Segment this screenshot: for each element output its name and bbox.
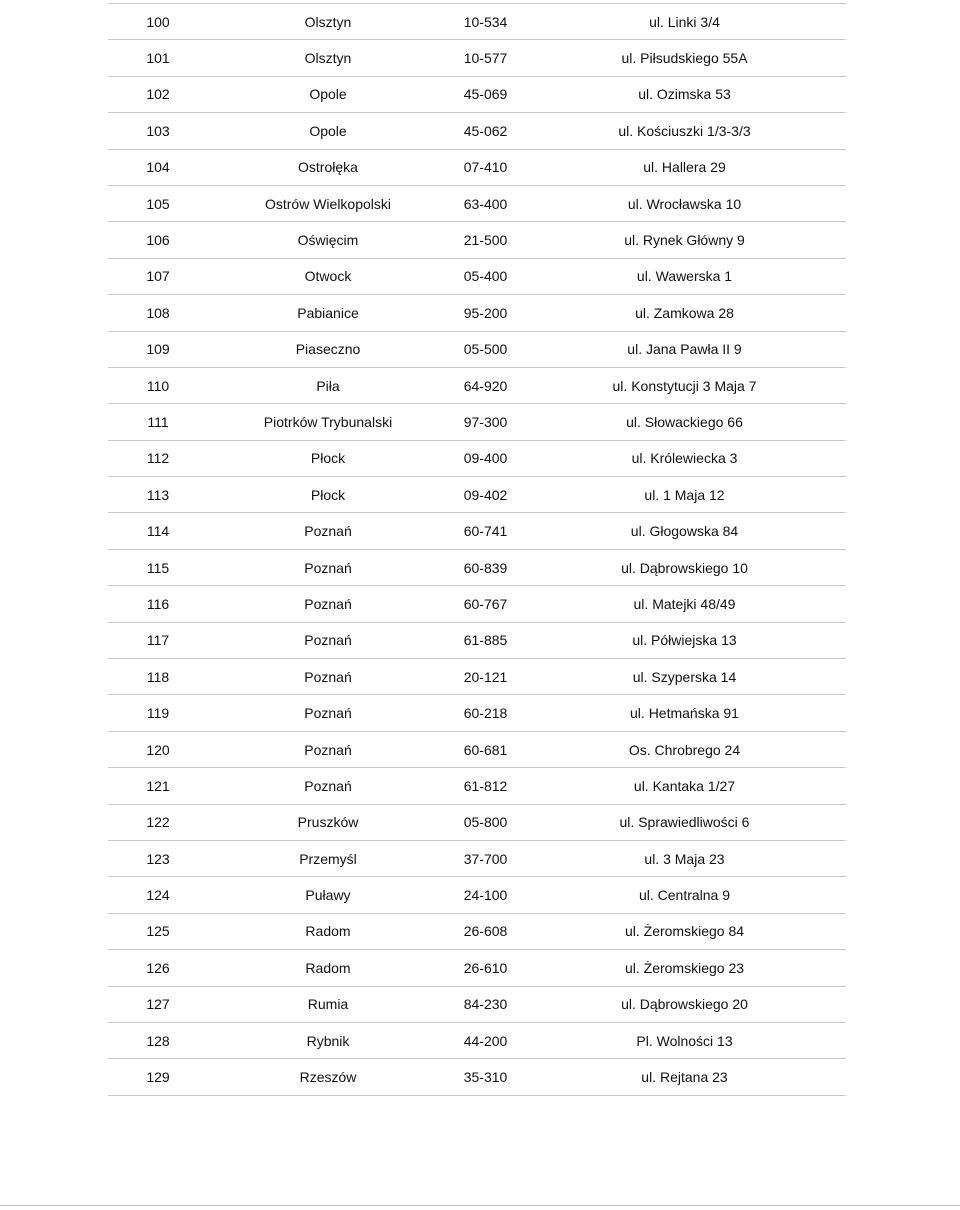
postal-code-cell: 07-410: [463, 159, 508, 176]
address-cell: ul. Sprawiedliwości 6: [619, 814, 750, 831]
row-number: 126: [146, 959, 170, 976]
row-number: 107: [146, 268, 170, 285]
table-row: [108, 477, 846, 513]
row-number: 127: [146, 996, 170, 1013]
table-row: [108, 623, 846, 659]
city-cell: Płock: [310, 450, 346, 467]
postal-code-cell: 97-300: [463, 413, 508, 430]
row-number: 120: [146, 741, 170, 758]
postal-code-cell: 84-230: [463, 996, 508, 1013]
row-number: 114: [146, 523, 170, 540]
city-cell: Piła: [316, 377, 340, 394]
row-number: 125: [146, 923, 170, 940]
address-cell: ul. Wawerska 1: [636, 268, 733, 285]
city-cell: Płock: [310, 486, 346, 503]
address-cell: ul. Żeromskiego 84: [624, 923, 745, 940]
row-number: 103: [146, 122, 170, 139]
table-row: [108, 113, 846, 149]
table-row: [108, 295, 846, 331]
table-row: [108, 150, 846, 186]
address-cell: ul. Wrocławska 10: [627, 195, 742, 212]
postal-code-cell: 09-400: [463, 450, 508, 467]
table-row: [108, 950, 846, 986]
row-number: 108: [146, 304, 170, 321]
city-cell: Piaseczno: [295, 341, 361, 358]
city-cell: Poznań: [304, 668, 352, 685]
table-row: [108, 659, 846, 695]
postal-code-cell: 60-839: [463, 559, 508, 576]
postal-code-cell: 37-700: [463, 850, 508, 867]
postal-code-cell: 60-218: [463, 705, 508, 722]
postal-code-cell: 61-885: [463, 632, 508, 649]
row-number: 119: [146, 705, 170, 722]
city-cell: Rzeszów: [299, 1069, 357, 1086]
address-cell: ul. Kościuszki 1/3-3/3: [618, 122, 751, 139]
row-number: 101: [146, 50, 170, 67]
row-number: 123: [146, 850, 170, 867]
postal-code-cell: 05-400: [463, 268, 508, 285]
row-number: 128: [146, 1032, 170, 1049]
table-row: [108, 586, 846, 622]
postal-code-cell: 64-920: [463, 377, 508, 394]
city-cell: Rumia: [307, 996, 349, 1013]
table-row: [108, 259, 846, 295]
city-cell: Olsztyn: [304, 50, 352, 67]
city-cell: Poznań: [304, 741, 352, 758]
row-number: 121: [146, 777, 170, 794]
postal-code-cell: 20-121: [463, 668, 508, 685]
table-row: [108, 332, 846, 368]
table-row: [108, 805, 846, 841]
postal-code-cell: 35-310: [463, 1069, 508, 1086]
table-row: [108, 1059, 846, 1095]
address-cell: ul. Rynek Główny 9: [624, 232, 745, 249]
postal-code-cell: 60-767: [463, 595, 508, 612]
address-cell: ul. Dąbrowskiego 10: [621, 559, 748, 576]
city-cell: Poznań: [304, 595, 352, 612]
city-cell: Opole: [309, 86, 347, 103]
postal-code-cell: 05-500: [463, 341, 508, 358]
postal-code-cell: 60-681: [463, 741, 508, 758]
postal-code-cell: 95-200: [463, 304, 508, 321]
row-number: 113: [146, 486, 170, 503]
address-cell: ul. Królewiecka 3: [631, 450, 738, 467]
row-number: 100: [146, 13, 170, 30]
postal-code-cell: 21-500: [463, 232, 508, 249]
city-cell: Radom: [305, 923, 351, 940]
postal-code-cell: 45-069: [463, 86, 508, 103]
city-cell: Puławy: [305, 887, 351, 904]
address-cell: Os. Chrobrego 24: [628, 741, 741, 758]
row-number: 129: [146, 1069, 170, 1086]
table-row: [108, 513, 846, 549]
city-cell: Pabianice: [297, 304, 359, 321]
table-row: [108, 732, 846, 768]
row-number: 106: [146, 232, 170, 249]
postal-code-cell: 05-800: [463, 814, 508, 831]
table-row: [108, 550, 846, 586]
table-row: [108, 768, 846, 804]
row-number: 118: [146, 668, 170, 685]
address-cell: ul. Rejtana 23: [641, 1069, 728, 1086]
row-number: 112: [146, 450, 170, 467]
address-cell: ul. Hetmańska 91: [630, 705, 739, 722]
row-number: 104: [146, 159, 170, 176]
city-cell: Poznań: [304, 632, 352, 649]
postal-code-cell: 61-812: [463, 777, 508, 794]
table-row: [108, 1023, 846, 1059]
row-number: 105: [146, 195, 170, 212]
city-cell: Ostrołęka: [298, 159, 358, 176]
table-row: [108, 40, 846, 76]
city-cell: Poznań: [304, 523, 352, 540]
city-cell: Poznań: [304, 777, 352, 794]
row-number: 110: [146, 377, 170, 394]
city-cell: Ostrów Wielkopolski: [264, 195, 392, 212]
table-row: [108, 368, 846, 404]
address-cell: ul. Linki 3/4: [649, 13, 720, 30]
city-cell: Opole: [309, 122, 347, 139]
city-cell: Pruszków: [297, 814, 359, 831]
postal-code-cell: 24-100: [463, 887, 508, 904]
postal-code-cell: 60-741: [463, 523, 508, 540]
postal-code-cell: 09-402: [463, 486, 508, 503]
row-number: 117: [146, 632, 170, 649]
postal-code-cell: 45-062: [463, 122, 508, 139]
row-number: 116: [146, 595, 170, 612]
city-cell: Przemyśl: [299, 850, 357, 867]
address-cell: ul. Szyperska 14: [632, 668, 737, 685]
city-cell: Oświęcim: [297, 232, 359, 249]
address-cell: ul. Dąbrowskiego 20: [621, 996, 748, 1013]
address-cell: ul. Kantaka 1/27: [633, 777, 736, 794]
page-bottom-divider: [0, 1205, 960, 1206]
city-cell: Radom: [305, 959, 351, 976]
address-table: [108, 3, 846, 1096]
table-row: [108, 441, 846, 477]
address-cell: ul. Zamkowa 28: [635, 304, 734, 321]
table-row: [108, 77, 846, 113]
table-row: [108, 841, 846, 877]
table-row: [108, 987, 846, 1023]
postal-code-cell: 63-400: [463, 195, 508, 212]
city-cell: Poznań: [304, 705, 352, 722]
row-number: 124: [146, 887, 170, 904]
city-cell: Otwock: [304, 268, 352, 285]
table-row: [108, 4, 846, 40]
row-number: 111: [147, 413, 169, 430]
row-number: 102: [146, 86, 170, 103]
row-number: 115: [146, 559, 170, 576]
address-cell: ul. Hallera 29: [643, 159, 726, 176]
postal-code-cell: 26-608: [463, 923, 508, 940]
table-row: [108, 877, 846, 913]
table-row: [108, 222, 846, 258]
city-cell: Piotrków Trybunalski: [263, 413, 393, 430]
address-cell: Pl. Wolności 13: [636, 1032, 733, 1049]
table-row: [108, 186, 846, 222]
row-number: 109: [146, 341, 170, 358]
address-cell: ul. Półwiejska 13: [632, 632, 737, 649]
address-cell: ul. Konstytucji 3 Maja 7: [612, 377, 757, 394]
address-cell: ul. Jana Pawła II 9: [627, 341, 742, 358]
table-row: [108, 404, 846, 440]
address-cell: ul. 3 Maja 23: [644, 850, 725, 867]
table-row: [108, 695, 846, 731]
address-cell: ul. 1 Maja 12: [644, 486, 725, 503]
postal-code-cell: 10-577: [463, 50, 508, 67]
address-cell: ul. Matejki 48/49: [633, 595, 736, 612]
city-cell: Olsztyn: [304, 13, 352, 30]
table-row: [108, 914, 846, 950]
row-number: 122: [146, 814, 170, 831]
city-cell: Rybnik: [306, 1032, 350, 1049]
address-cell: ul. Ozimska 53: [638, 86, 731, 103]
address-cell: ul. Głogowska 84: [630, 523, 739, 540]
address-cell: ul. Centralna 9: [638, 887, 731, 904]
postal-code-cell: 26-610: [463, 959, 508, 976]
address-cell: ul. Żeromskiego 23: [624, 959, 745, 976]
address-cell: ul. Piłsudskiego 55A: [621, 50, 748, 67]
postal-code-cell: 44-200: [463, 1032, 508, 1049]
address-cell: ul. Słowackiego 66: [626, 413, 743, 430]
city-cell: Poznań: [304, 559, 352, 576]
postal-code-cell: 10-534: [463, 13, 508, 30]
